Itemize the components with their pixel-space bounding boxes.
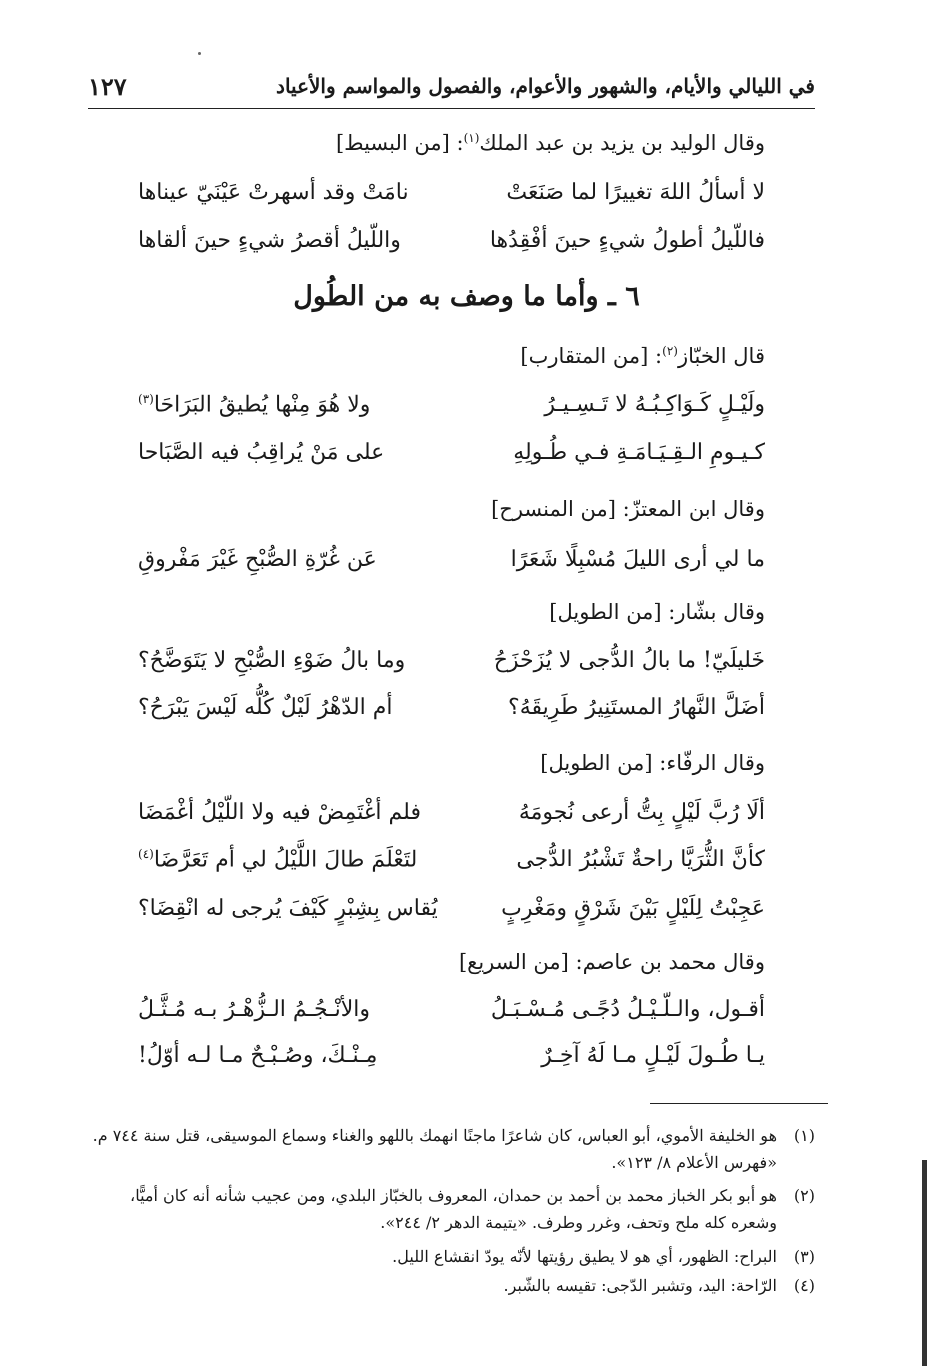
hemistich-left: لتَعْلَمَ طالَ اللَّيْلُ لي أم تَعَرَّضَا$^{(٤)}$ [138, 847, 418, 873]
poem-intro: وقال محمد بن عاصم: [من السريع] [458, 950, 765, 974]
footnote [88, 1182, 815, 1236]
verse [138, 847, 765, 887]
verse [138, 440, 765, 480]
footnote-number: (٣) [793, 1247, 815, 1266]
verse [138, 1043, 765, 1083]
hemistich-right: أضَلَّ النَّهارُ المستَنِيرُ طَرِيقَهُ؟ [508, 695, 765, 720]
hemistich-right: لا أسألُ اللهَ تغييرًا لما صَنَعَتْ [506, 180, 765, 205]
footnote-text: هو الخليفة الأموي، أبو العباس، كان شاعرًا ماجنًا انهمك باللهو والغناء وسماع الموسيقى، قتل سنة ٧٤٤ م. «فهرس الأعلام ٨/ ١٢٣». [92, 1126, 777, 1172]
verse [138, 997, 765, 1037]
verse [138, 695, 765, 735]
footnote-ref: (٤) [138, 847, 154, 861]
footnote-number: (٤) [793, 1276, 815, 1295]
poem-intro: وقال ابن المعتزّ: [من المنسرح] [491, 497, 765, 521]
poem-intro: وقال الرفّاء: [من الطويل] [540, 751, 765, 775]
hemistich-right: ألَا رُبَّ لَيْلٍ بِتُّ أرعى نُجومَهُ [518, 800, 765, 825]
hemistich-right: عَجِبْتُ لِلَيْلٍ بَيْنَ شَرْقٍ ومَغْرِبٍ [501, 896, 765, 921]
verse [138, 547, 765, 587]
footnote-ref: (٣) [138, 392, 154, 406]
poem-intro: وقال الوليد بن يزيد بن عبد الملك$^{(١)}$: [من البسيط] [335, 131, 765, 155]
footnote-text: البراح: الظهور، أي هو لا يطيق رؤيتها لأنّه يودّ انقشاع الليل. [392, 1247, 777, 1266]
footnote-text: هو أبو بكر الخباز محمد بن أحمد بن حمدان، المعروف بالخبّاز البلدي، ومن عجيب شأنه أنه كان أميًّا، وشعره كله ملح وتحف، وغرر وطرف. «يتيمة الدهر ٢/ ٢٤٤». [130, 1186, 777, 1232]
footnote-ref: (٢) [662, 344, 678, 358]
hemistich-right: خَليلَيّ! ما بالُ الدُّجى لا يُزَحْزَحُ [493, 648, 765, 673]
verse [138, 180, 765, 220]
scan-speck [198, 52, 201, 55]
verse [138, 896, 765, 936]
poem-intro: قال الخبّاز$^{(٢)}$: [من المتقارب] [520, 344, 765, 368]
footnote-separator [650, 1103, 828, 1104]
footnote [88, 1243, 815, 1270]
hemistich-left: فلم أغْتَمِضْ فيه ولا اللّيْلُ أغْمَضَا [138, 800, 421, 825]
hemistich-left: واللّيلُ أقصرُ شيءٍ حينَ ألقاها [138, 228, 401, 253]
hemistich-right: كأنَّ الثُّرَيَّا راحةٌ تَشْبُرُ الدُّجى [516, 847, 765, 872]
hemistich-left: أم الدّهْرُ لَيْلٌ كُلُّه لَيْسَ يَبْرَحُ؟ [138, 695, 393, 720]
footnote [88, 1272, 815, 1299]
footnote [88, 1122, 815, 1176]
footnote-text: الرّاحة: اليد، وتشبر الدّجى: تقيسه بالشّبر. [503, 1276, 777, 1295]
footnote-number: (١) [793, 1126, 815, 1145]
verse [138, 392, 765, 432]
scan-edge-shadow [922, 1160, 927, 1366]
verse [138, 648, 765, 688]
hemistich-right: يـا طُـولَ لَيْـلٍ مـا لَهُ آخِـرٌ [541, 1043, 765, 1068]
hemistich-right: ولَيْـلٍ كَـوَاكِـبُـهُ لا تَـسِـيـرُ [544, 392, 765, 417]
hemistich-right: كـيـومِ الـقِـيَـامَـةِ فـي طُـولِهِ [513, 440, 765, 465]
verse [138, 800, 765, 840]
hemistich-left: نامَتْ وقد أسهرتْ عَيْنَيّ عيناها [138, 180, 409, 205]
poem-intro: وقال بشّار: [من الطويل] [549, 600, 765, 624]
hemistich-left: ولا هُوَ مِنْها يُطيقُ البَرَاحَا$^{(٣)}$ [138, 392, 371, 418]
page-number: ١٢٧ [88, 72, 127, 101]
running-title: في الليالي والأيام، والشهور والأعوام، والفصول والمواسم والأعياد [276, 74, 815, 98]
hemistich-right: ما لي أرى الليلَ مُسْبِلًا شَعَرًا [510, 547, 765, 572]
section-heading: ٦ ـ وأما ما وصف به من الطُول [293, 281, 640, 312]
footnote-ref: (١) [463, 131, 480, 145]
hemistich-left: والأنْـجُـمُ الـزُّهْـرُ بـه مُـثَّـلُ [138, 997, 371, 1022]
footnote-number: (٢) [793, 1186, 815, 1205]
hemistich-left: مِـنْـكَ، وصُـبْـحٌ مـا لـه أوّلُ! [138, 1043, 378, 1068]
verse [138, 228, 765, 268]
hemistich-right: أقـول، والـلّـيْـلُ دُجًـى مُـسْـبَـلُ [490, 997, 765, 1022]
hemistich-left: يُقاس بِشِبْرٍ كَيْفَ يُرجى له انْقِضَا؟ [138, 896, 438, 921]
hemistich-left: عَن غُرّةِ الصُّبْحِ غَيْرَ مَفْروقِ [138, 547, 377, 572]
hemistich-left: على مَنْ يُراقِبُ فيه الصَّبَاحا [138, 440, 385, 465]
hemistich-left: وما بالُ ضَوْءِ الصُّبْحِ لا يَتَوَضَّحُ؟ [138, 648, 406, 673]
page-header [88, 68, 815, 109]
hemistich-right: فاللّيلُ أطولُ شيءٍ حينَ أفْقِدُها [489, 228, 765, 253]
